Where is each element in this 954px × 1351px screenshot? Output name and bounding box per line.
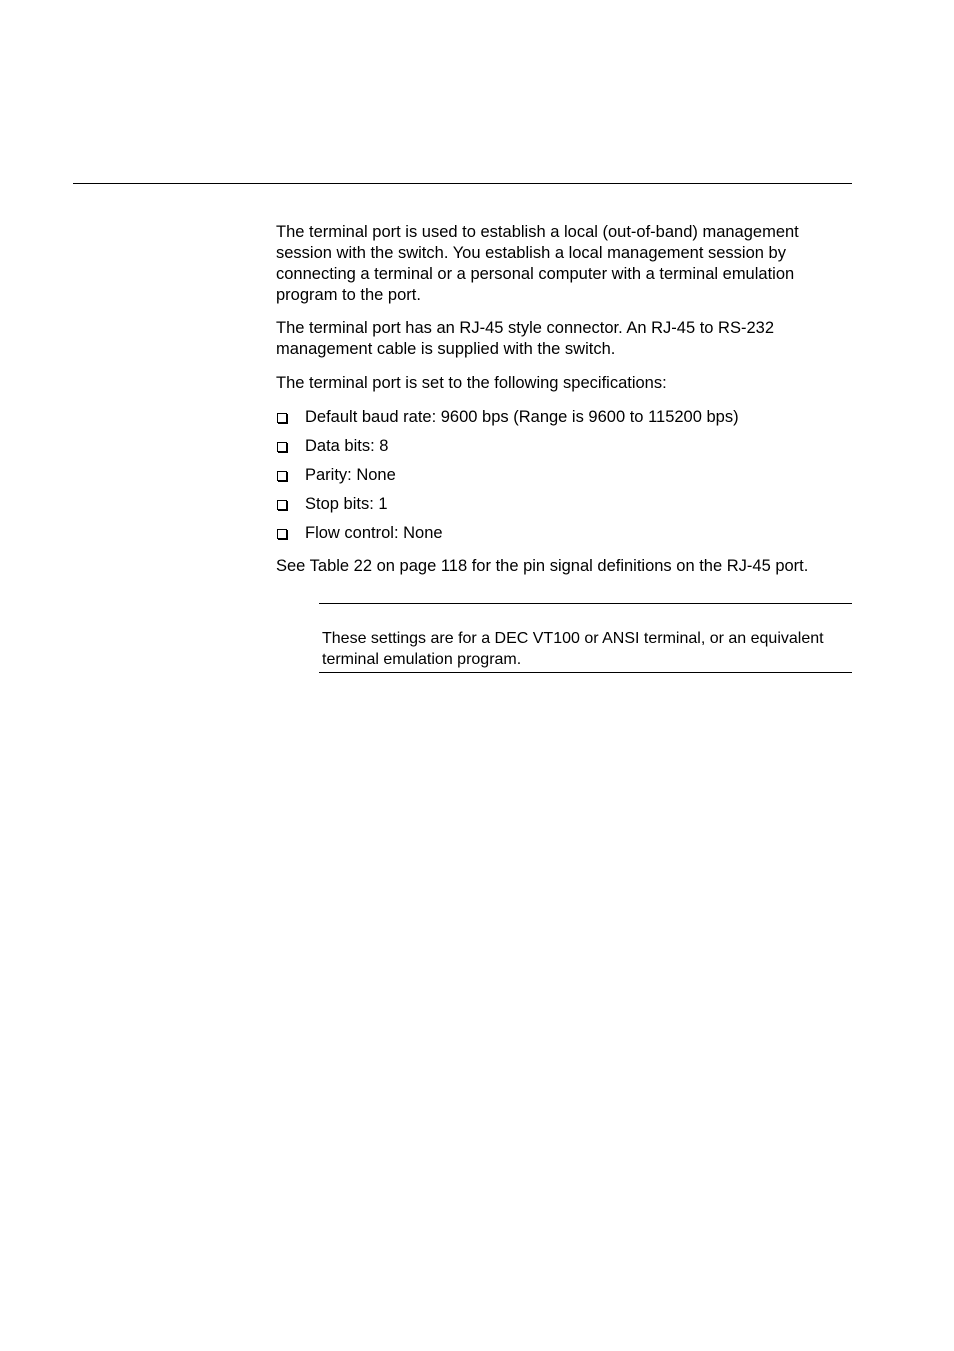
spec-text: Stop bits: 1 <box>305 495 388 513</box>
spec-text: Default baud rate: 9600 bps (Range is 9600 to 115200 bps) <box>305 408 739 426</box>
specs-list <box>276 407 856 552</box>
header-divider <box>73 183 852 184</box>
checkbox-bullet-icon <box>277 442 287 452</box>
spec-text: Parity: None <box>305 466 396 484</box>
checkbox-bullet-icon <box>277 413 287 423</box>
specs-intro-paragraph: The terminal port is set to the following specifications: <box>276 374 667 392</box>
connector-paragraph: The terminal port has an RJ-45 style connector. An RJ-45 to RS-232 management cable is supplied with the switch. <box>276 319 774 358</box>
table-reference-paragraph: See Table 22 on page 118 for the pin signal definitions on the RJ-45 port. <box>276 557 809 575</box>
spec-text: Data bits: 8 <box>305 437 389 455</box>
list-item <box>276 407 856 436</box>
checkbox-bullet-icon <box>277 500 287 510</box>
list-item <box>276 523 856 552</box>
checkbox-bullet-icon <box>277 471 287 481</box>
list-item <box>276 494 856 523</box>
note-text: These settings are for a DEC VT100 or ANSI terminal, or an equivalent terminal emulation program. <box>322 630 824 668</box>
list-item <box>276 465 856 494</box>
note-box <box>319 603 852 673</box>
checkbox-bullet-icon <box>277 529 287 539</box>
intro-paragraph: The terminal port is used to establish a local (out-of-band) management session with the switch. You establish a local management session by connecting a terminal or a personal computer with a terminal emulation program to the port. <box>276 223 799 304</box>
list-item <box>276 436 856 465</box>
spec-text: Flow control: None <box>305 524 443 542</box>
